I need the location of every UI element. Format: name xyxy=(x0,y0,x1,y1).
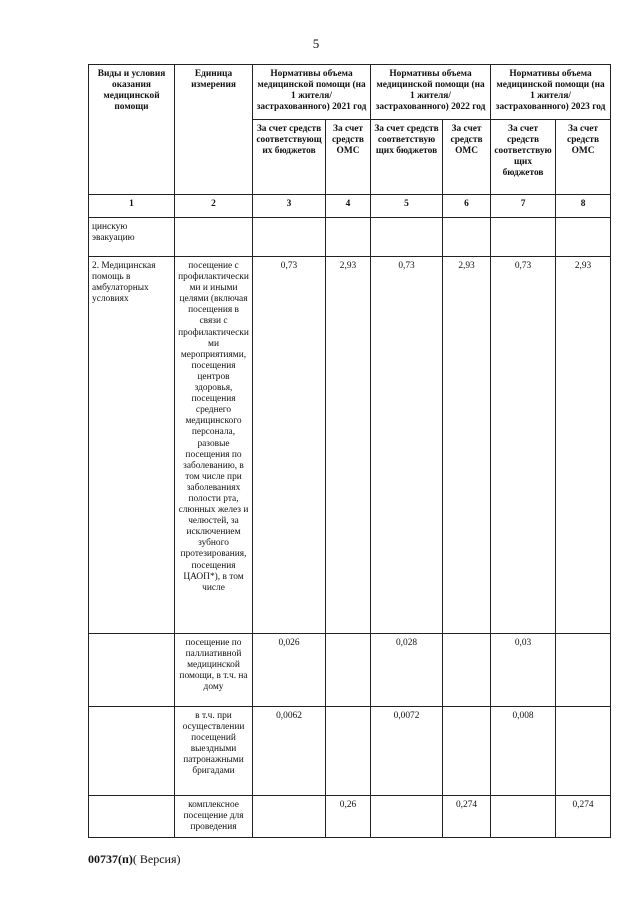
column-number: 5 xyxy=(371,195,443,218)
value-cell: 0,274 xyxy=(556,796,611,838)
value-cell: 0,274 xyxy=(443,796,491,838)
care-type-cell xyxy=(89,634,175,707)
unit-cell: комплексное посещение для проведения xyxy=(175,796,253,838)
unit-cell: посещение с профилактическими и иными целями (включая посещения в связи с профилактическими мероприятиями, посещения центров здоровья, посещения среднего медицинского персонала, разовые посещения по заболеванию, в том числе при заболеваниях полости рта, слюнных желез и челюстей, за исключением зубного протезирования, посещения ЦАОП*), в том числе xyxy=(175,257,253,634)
value-cell xyxy=(253,796,326,838)
header-year-2023: Нормативы объема медицинской помощи (на 1 жителя/застрахованного) 2023 год xyxy=(491,65,611,120)
column-number: 1 xyxy=(89,195,175,218)
header-year-2022: Нормативы объема медицинской помощи (на 1 жителя/застрахованного) 2022 год xyxy=(371,65,491,120)
norms-table xyxy=(88,64,611,838)
header-oms-2021: За счет средств ОМС xyxy=(326,120,371,195)
document-code xyxy=(88,852,181,867)
value-cell: 2,93 xyxy=(443,257,491,634)
header-oms-2023: За счет средств ОМС xyxy=(556,120,611,195)
value-cell: 2,93 xyxy=(326,257,371,634)
value-cell xyxy=(491,218,556,257)
value-cell: 0,0072 xyxy=(371,707,443,796)
value-cell xyxy=(371,218,443,257)
value-cell: 0,73 xyxy=(371,257,443,634)
value-cell: 0,03 xyxy=(491,634,556,707)
header-oms-2022: За счет средств ОМС xyxy=(443,120,491,195)
table-row xyxy=(89,707,611,796)
value-cell xyxy=(371,796,443,838)
care-type-cell: 2. Медицинская помощь в амбулаторных условиях xyxy=(89,257,175,634)
table-row xyxy=(89,796,611,838)
value-cell xyxy=(443,707,491,796)
table-row xyxy=(89,634,611,707)
value-cell xyxy=(443,634,491,707)
unit-cell xyxy=(175,218,253,257)
unit-cell: посещение по паллиативной медицинской помощи, в т.ч. на дому xyxy=(175,634,253,707)
header-budget-2023: За счет средств соответствующих бюджетов xyxy=(491,120,556,195)
value-cell: 0,026 xyxy=(253,634,326,707)
column-number: 3 xyxy=(253,195,326,218)
value-cell xyxy=(326,707,371,796)
header-row-years xyxy=(89,65,611,120)
table-row xyxy=(89,257,611,634)
header-care-type: Виды и условия оказания медицинской помощи xyxy=(89,65,175,195)
care-type-cell xyxy=(89,796,175,838)
document-code-number: 00737(п) xyxy=(88,852,133,866)
value-cell xyxy=(443,218,491,257)
page-number: 5 xyxy=(312,36,320,51)
column-number: 6 xyxy=(443,195,491,218)
column-number: 2 xyxy=(175,195,253,218)
value-cell: 0,008 xyxy=(491,707,556,796)
column-number-row xyxy=(89,195,611,218)
value-cell xyxy=(253,218,326,257)
header-unit: Единица измерения xyxy=(175,65,253,195)
value-cell xyxy=(556,634,611,707)
value-cell xyxy=(326,634,371,707)
column-number: 4 xyxy=(326,195,371,218)
value-cell: 0,028 xyxy=(371,634,443,707)
document-version: ( Версия) xyxy=(132,852,181,866)
table-row xyxy=(89,218,611,257)
header-budget-2022: За счет средств соответствующих бюджетов xyxy=(371,120,443,195)
value-cell xyxy=(491,796,556,838)
value-cell: 2,93 xyxy=(556,257,611,634)
value-cell xyxy=(326,218,371,257)
unit-cell: в т.ч. при осуществлении посещений выездными патронажными бригадами xyxy=(175,707,253,796)
header-year-2021: Нормативы объема медицинской помощи (на 1 жителя/застрахованного) 2021 год xyxy=(253,65,371,120)
value-cell xyxy=(556,707,611,796)
column-number: 8 xyxy=(556,195,611,218)
value-cell: 0,0062 xyxy=(253,707,326,796)
care-type-cell xyxy=(89,707,175,796)
value-cell xyxy=(556,218,611,257)
header-budget-2021: За счет средств соответствующих бюджетов xyxy=(253,120,326,195)
column-number: 7 xyxy=(491,195,556,218)
value-cell: 0,26 xyxy=(326,796,371,838)
value-cell: 0,73 xyxy=(253,257,326,634)
care-type-cell: цинскую эвакуацию xyxy=(89,218,175,257)
value-cell: 0,73 xyxy=(491,257,556,634)
